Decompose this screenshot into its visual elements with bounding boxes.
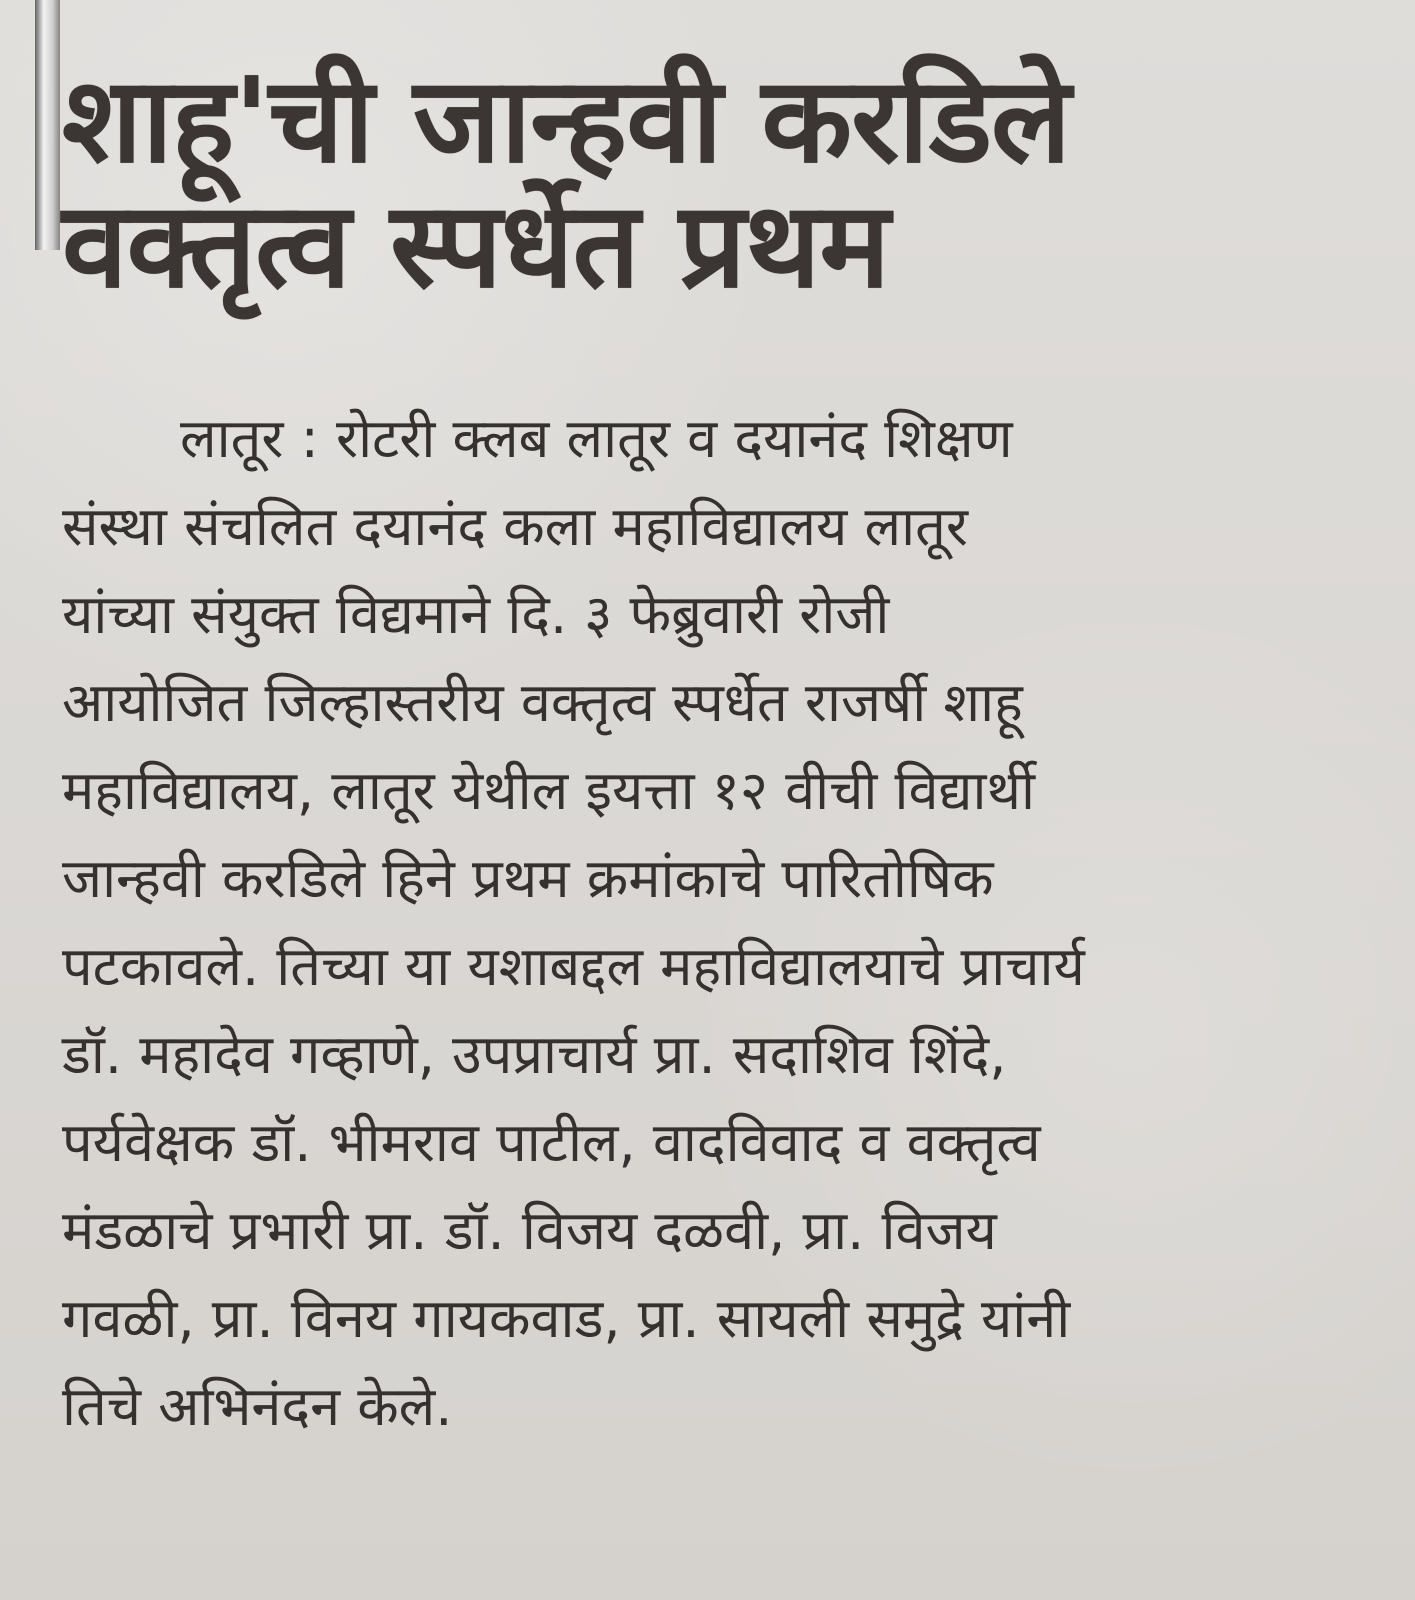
body-line-12: तिचे अभिनंदन केले. xyxy=(62,1375,453,1438)
body-line-4: आयोजित जिल्हास्तरीय वक्तृत्व स्पर्धेत राजर्षी शाहू xyxy=(62,671,1023,734)
body-line-7: पटकावले. तिच्या या यशाबद्दल महाविद्यालयाचे प्राचार्य xyxy=(62,935,1085,998)
headline-line-1: शाहू'ची जान्हवी करडिले xyxy=(62,51,1071,189)
body-line-3: यांच्या संयुक्त विद्यमाने दि. ३ फेब्रुवारी रोजी xyxy=(62,583,890,646)
body-line-10: मंडळाचे प्रभारी प्रा. डॉ. विजय दळवी, प्रा. विजय xyxy=(62,1199,997,1262)
body-line-2: संस्था संचलित दयानंद कला महाविद्यालय लातूर xyxy=(62,495,968,558)
body-line-6: जान्हवी करडिले हिने प्रथम क्रमांकाचे पारितोषिक xyxy=(62,847,994,910)
fold-strip xyxy=(35,0,60,250)
headline xyxy=(62,51,1242,315)
body-line-5: महाविद्यालय, लातूर येथील इयत्ता १२ वीची विद्यार्थी xyxy=(62,759,1036,822)
body-line-1: लातूर : रोटरी क्लब लातूर व दयानंद शिक्षण xyxy=(180,407,1013,470)
headline-line-2: वक्तृत्व स्पर्धेत प्रथम xyxy=(62,176,890,315)
body-line-8: डॉ. महादेव गव्हाणे, उपप्राचार्य प्रा. सदाशिव शिंदे, xyxy=(62,1023,1007,1086)
body-line-9: पर्यवेक्षक डॉ. भीमराव पाटील, वादविवाद व वक्तृत्व xyxy=(62,1111,1041,1174)
body-line-11: गवळी, प्रा. विनय गायकवाड, प्रा. सायली समुद्रे यांनी xyxy=(62,1287,1071,1350)
article-body xyxy=(62,395,1357,1451)
